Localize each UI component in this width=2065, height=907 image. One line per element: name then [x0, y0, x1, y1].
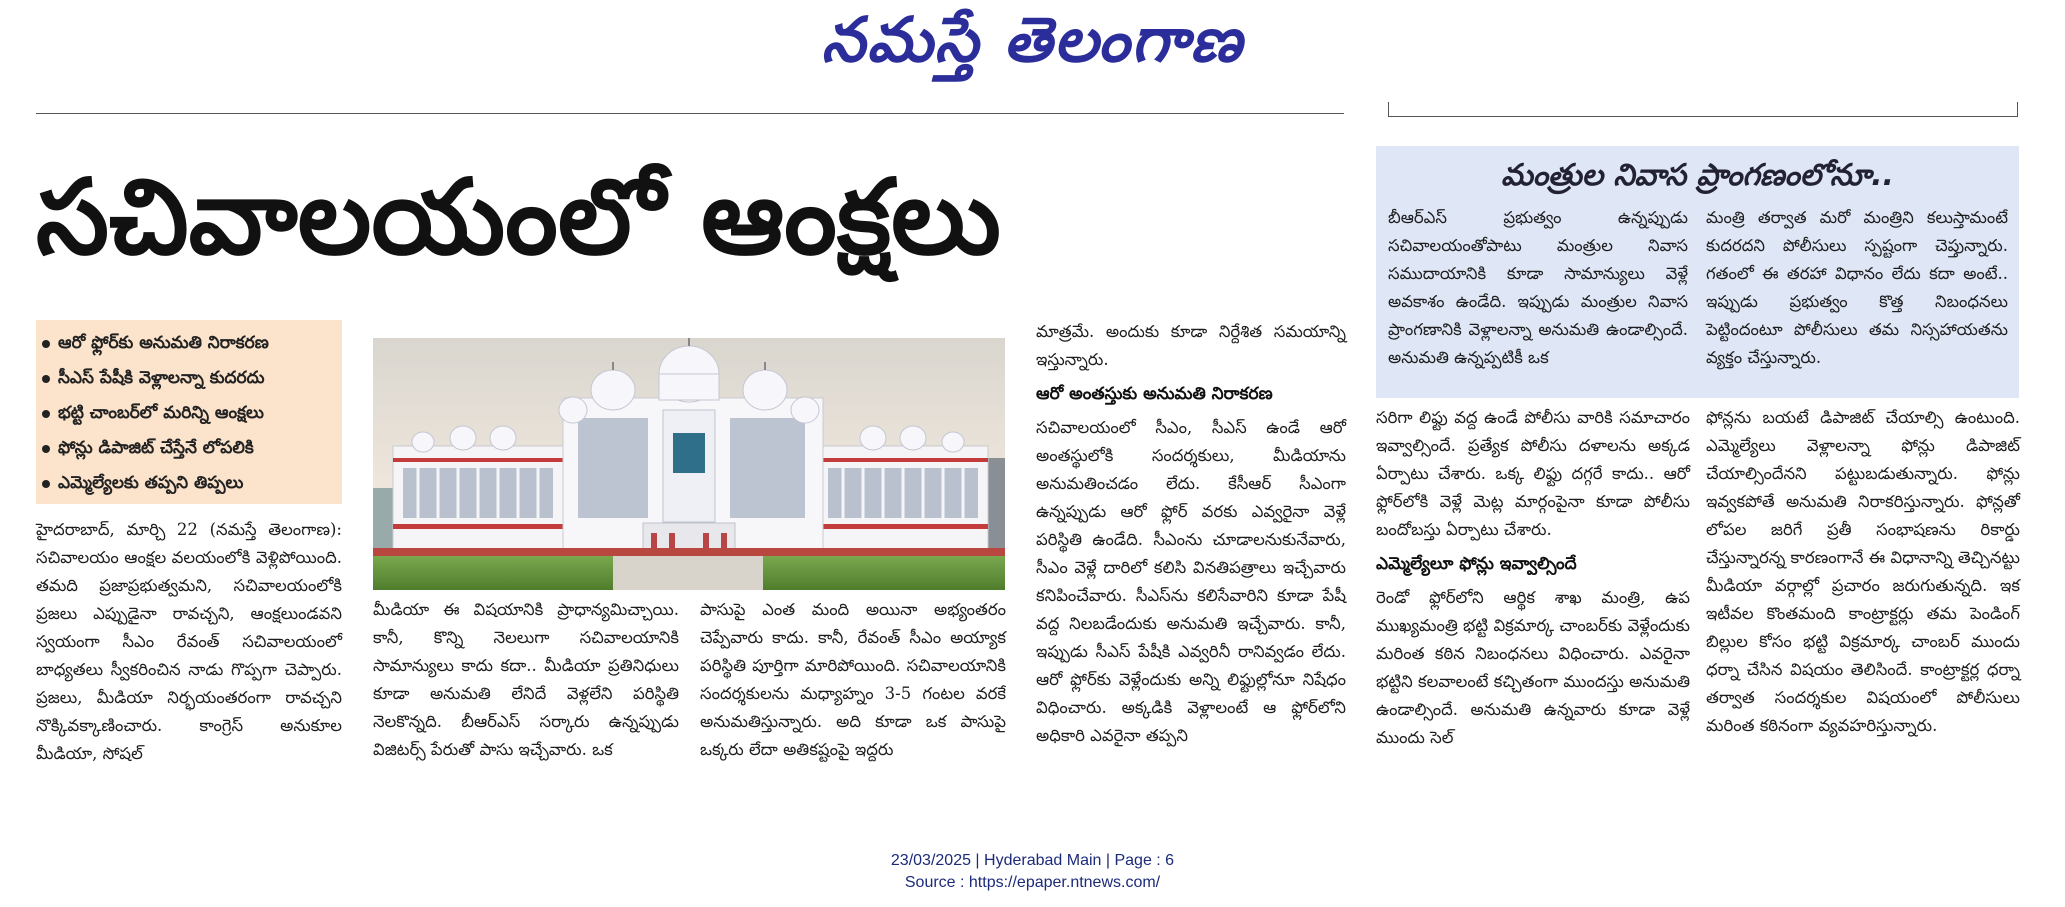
article-paragraph: పాసుపై ఎంత మంది అయినా అభ్యంతరం చెప్పేవారు కాదు. కానీ, రేవంత్ సీఎం అయ్యాక పరిస్థితి పూర్తిగా మారిపోయింది. సచివాలయానికి సందర్శకులను మధ్యాహ్నం 3-5 గంటల వరకే అనుమతిస్తున్నారు. అది కూడా ఒక పాసుపై ఒక్కరు లేదా అతికష్టంపై ఇద్దరు [700, 600, 1006, 759]
secretariat-building-image [373, 338, 1005, 590]
highlight-text: ఫోన్లు డిపాజిట్ చేస్తేనే లోపలికి [58, 438, 254, 458]
bullet-icon [42, 410, 50, 418]
highlights-box [36, 320, 342, 504]
article-paragraph: మీడియా ఈ విషయానికి ప్రాధాన్యమిచ్చాయి. కానీ, కొన్ని నెలలుగా సచివాలయానికి సామాన్యులు కాదు కదా.. మీడియా ప్రతినిధులు కూడా అనుమతి లేనిదే వెళ్లలేని పరిస్థితి నెలకొన్నది. బీఆర్‌ఎస్ సర్కారు ఉన్నప్పుడు విజిటర్స్ పేరుతో పాసు ఇచ్చేవారు. ఒక [373, 600, 679, 759]
article-column-3 [700, 596, 1006, 776]
bullet-icon [42, 375, 50, 383]
bullet-icon [42, 445, 50, 453]
article-column-2 [373, 596, 679, 776]
article-paragraph: రెండో ఫ్లోర్‌లోని ఆర్థిక శాఖ మంత్రి, ఉప ముఖ్యమంత్రి భట్టి విక్రమార్క చాంబర్‌కు వెళ్లేందుకు మరింత కఠిన నిబంధనలు విధించారు. ఎవరైనా భట్టిని కలవాలంటే కచ్చితంగా ముందస్తు అనుమతి ఉండాల్సిందే. అనుమతి ఉన్నవారు కూడా వెళ్లే ముందు సెల్ [1376, 588, 1690, 747]
header-bracket [1388, 102, 2018, 117]
sidebar-column-left [1388, 204, 1688, 394]
header-rule [36, 113, 1344, 114]
secretariat-photo [373, 338, 1005, 590]
article-column-4 [1036, 318, 1346, 778]
article-column-6 [1706, 404, 2020, 778]
footer-source-link[interactable]: Source : https://epaper.ntnews.com/ [904, 874, 1161, 891]
highlight-item [42, 431, 336, 466]
newspaper-masthead: నమస్తే తెలంగాణ [821, 3, 1244, 76]
bullet-icon [42, 480, 50, 488]
article-paragraph: సచివాలయంలో సీఎం, సీఎస్ ఉండే ఆరో అంతస్థులోకి సందర్శకులు, మీడియాను అనుమతించడం లేదు. కేసీఆర్ సీఎంగా ఉన్నప్పుడు ఆరో ఫ్లోర్ వరకు ఎవ్వరైనా వెళ్లే పరిస్థితి ఉండేది. సీఎంను చూడాలనుకునేవారు, సీఎం వెళ్లే దారిలో కలిసి వినతిపత్రాలు ఇచ్చేవారు కనిపించేవారు. సీఎస్‌ను కలిసేవారిని కూడా పేషీ వద్ద నిలబడేందుకు అనుమతి ఇచ్చేవారు. కానీ, ఇప్పుడు సీఎస్ పేషీకి ఎవ్వరినీ రానివ్వడం లేదు. ఆరో ఫ్లోర్‌కు వెళ్లేందుకు అన్ని లిఫ్టుల్లోనూ నిషేధం విధించారు. అక్కడికి వెళ్లాలంటే ఆ ఫ్లోర్‌లోని అధికారి ఎవరైనా తప్పని [1036, 418, 1346, 745]
article-column-5 [1376, 404, 1690, 778]
highlight-item [42, 396, 336, 431]
article-paragraph: సరిగా లిఫ్టు వద్ద ఉండే పోలీసు వారికి సమాచారం ఇవ్వాల్సిందే. ప్రత్యేక పోలీసు దళాలను అక్కడ ఏర్పాటు చేశారు. ఒక్క లిఫ్టు దగ్గరే కాదు.. ఆరో ఫ్లోర్‌లోకి వెళ్లే మెట్ల మార్గంపైనా కూడా పోలీసు బందోబస్తు ఏర్పాటు చేశారు. [1376, 408, 1690, 539]
bullet-icon [42, 340, 50, 348]
sidebar-paragraph: బీఆర్‌ఎస్ ప్రభుత్వం ఉన్నప్పుడు సచివాలయంతోపాటు మంత్రుల నివాస సముదాయానికి కూడా సామాన్యులు వెళ్లే అవకాశం ఉండేది. ఇప్పుడు మంత్రుల నివాస ప్రాంగణానికి వెళ్లాలన్నా అనుమతి ఉండాల్సిందే. అనుమతి ఉన్నప్పటికీ ఒక [1388, 208, 1688, 367]
article-paragraph: మాత్రమే. అందుకు కూడా నిర్దేశిత సమయాన్ని ఇస్తున్నారు. [1036, 322, 1346, 369]
highlight-item [42, 361, 336, 396]
sidebar-title: మంత్రుల నివాస ప్రాంగణంలోనూ.. [1501, 158, 1894, 193]
highlight-text: భట్టి చాంబర్‌లో మరిన్ని ఆంక్షలు [58, 403, 264, 423]
highlight-text: సీఎస్ పేషీకి వెళ్లాలన్నా కుదరదు [58, 368, 265, 388]
highlight-text: ఎమ్మెల్యేలకు తప్పని తిప్పలు [58, 473, 244, 493]
article-column-1 [36, 516, 342, 776]
footer-date-edition: 23/03/2025 | Hyderabad Main | Page : 6 [890, 852, 1175, 869]
highlight-text: ఆరో ఫ్లోర్‌కు అనుమతి నిరాకరణ [58, 333, 269, 353]
sidebar-column-right [1706, 204, 2008, 394]
headline: సచివాలయంలో ఆంక్షలు [36, 156, 1001, 278]
subheading: ఆరో అంతస్తుకు అనుమతి నిరాకరణ [1036, 384, 1273, 404]
subheading: ఎమ్మెల్యేలూ ఫోన్లు ఇవ్వాల్సిందే [1376, 554, 1577, 574]
sidebar-paragraph: మంత్రి తర్వాత మరో మంత్రిని కలుస్తామంటే కుదరదని పోలీసులు స్పష్టంగా చెప్తున్నారు. గతంలో ఈ తరహా విధానం లేదు కదా అంటే.. ఇప్పుడు ప్రభుత్వం కొత్త నిబంధనలు పెట్టిందంటూ పోలీసులు తమ నిస్సహాయతను వ్యక్తం చేస్తున్నారు. [1706, 208, 2008, 367]
highlight-item [42, 466, 336, 501]
article-paragraph: ఫోన్లను బయటే డిపాజిట్ చేయాల్సి ఉంటుంది. ఎమ్మెల్యేలు వెళ్లాలన్నా ఫోన్లు డిపాజిట్ చేయాల్సిందేనని పట్టుబడుతున్నారు. ఫోన్లు ఇవ్వకపోతే అనుమతి నిరాకరిస్తున్నారు. ఫోన్లతో లోపల జరిగే ప్రతీ సంభాషణను రికార్డు చేస్తున్నారన్న కారణంగానే ఈ విధానాన్ని తెచ్చినట్టు మీడియా వర్గాల్లో ప్రచారం జరుగుతున్నది. ఇక ఇటీవల కొంతమంది కాంట్రాక్టర్లు తమ పెండింగ్ బిల్లుల కోసం భట్టి విక్రమార్క చాంబర్ ముందు ధర్నా చేసిన విషయం తెలిసిందే. కాంట్రాక్టర్ల ధర్నా తర్వాత సందర్శకుల విషయంలో పోలీసులు మరింత కఠినంగా వ్యవహరిస్తున్నారు. [1706, 408, 2020, 735]
highlight-item [42, 326, 336, 361]
article-paragraph: హైదరాబాద్, మార్చి 22 (నమస్తే తెలంగాణ): సచివాలయం ఆంక్షల వలయంలోకి వెళ్లిపోయింది. తమది ప్రజాప్రభుత్వమని, సచివాలయంలోకి ప్రజలు ఎప్పుడైనా రావచ్చని, ఆంక్షలుండవని స్వయంగా సీఎం రేవంత్ సచివాలయంలో బాధ్యతలు స్వీకరించిన నాడు గొప్పగా చెప్పారు. ప్రజలు, మీడియా నిర్భయంతరంగా రావచ్చని నొక్కివక్కాణించారు. కాంగ్రెస్ అనుకూల మీడియా, సోషల్ [36, 520, 342, 763]
